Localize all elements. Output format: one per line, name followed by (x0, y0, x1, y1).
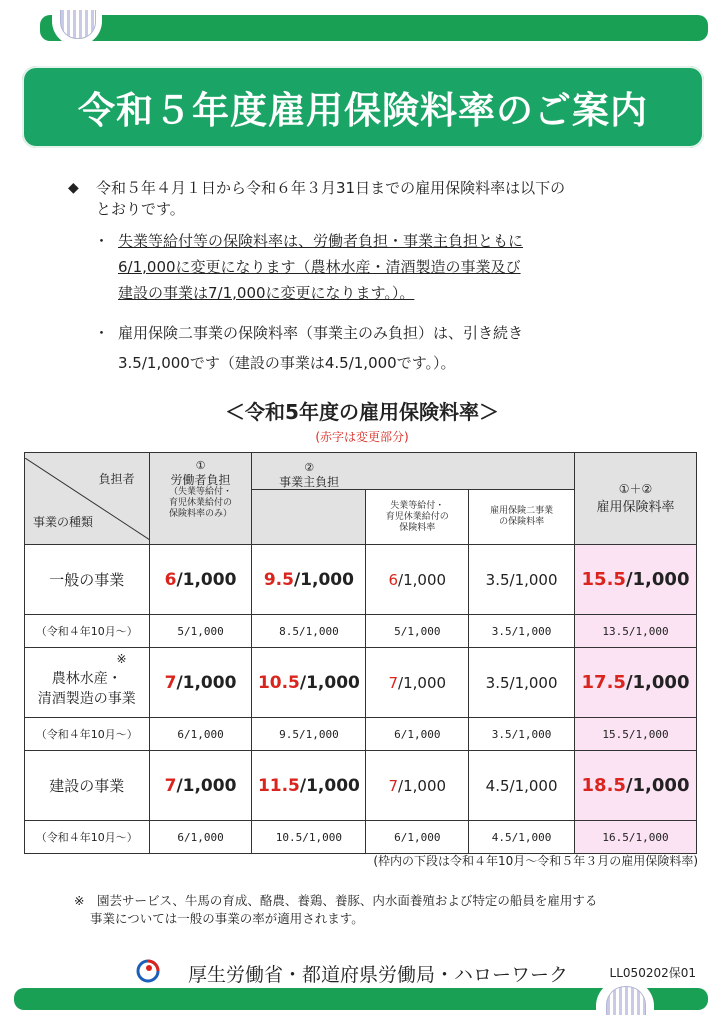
intro-paragraph (70, 178, 660, 220)
bullet-unemployment-rate (94, 228, 614, 306)
employer-rate-suffix: /1,000 (299, 775, 360, 796)
header-employer-blank (252, 490, 366, 545)
prev-unemp: 6/1,000 (366, 718, 469, 751)
header-corner-cell (25, 453, 150, 545)
table-row-construction-previous (25, 821, 697, 854)
bullet-dot-icon: ・ (94, 232, 110, 250)
total-rate-changed: 15.5 (581, 569, 626, 590)
unemp-rate-changed: 6 (388, 570, 399, 589)
two-projects-rate-cell (469, 751, 575, 821)
employer-rate-changed: 9.5 (263, 569, 294, 590)
worker-rate-changed: 6 (164, 569, 177, 590)
row-name-cell (25, 751, 150, 821)
total-rate-suffix: /1,000 (625, 672, 690, 693)
worker-rate-cell (149, 545, 252, 615)
header-worker-label: 労働者負担 (170, 473, 231, 487)
prev-unemp: 6/1,000 (366, 821, 469, 854)
top-green-bar (40, 15, 708, 41)
table-row-agriculture (25, 648, 697, 718)
prev-employer: 9.5/1,000 (252, 718, 366, 751)
total-rate-cell (575, 648, 697, 718)
row-name-agri-line-1: 農林水産・ (51, 670, 122, 687)
bullet-dot-icon: ・ (94, 324, 110, 342)
title-banner (22, 66, 704, 148)
footnote-line-1: ※ 園芸サービス、牛馬の育成、酪農、養鶏、養豚、内水面養殖および特定の船員を雇用する (74, 893, 598, 908)
intro-line-2: とおりです。 (96, 200, 185, 218)
unemployment-rate-cell (366, 751, 469, 821)
employer-rate-cell (252, 545, 366, 615)
bullet-2-line-2: 3.5/1,000です（建設の事業は4.5/1,000です。）。 (118, 354, 456, 372)
header-worker-note-3: 保険料率のみ） (169, 509, 233, 519)
header-corner-top: 負担者 (98, 471, 135, 486)
table-row-construction (25, 751, 697, 821)
header-twoproj-line-1: 雇用保険二事業 (490, 506, 554, 516)
total-rate-cell (575, 751, 697, 821)
header-employer-num: ② (304, 461, 315, 474)
total-rate-changed: 17.5 (581, 672, 626, 693)
prev-unemp: 5/1,000 (366, 615, 469, 648)
footnote (74, 892, 674, 928)
prev-twoproj: 3.5/1,000 (469, 718, 575, 751)
worker-rate-suffix: /1,000 (176, 775, 237, 796)
bottom-stripe-decoration (606, 986, 646, 1015)
prev-employer: 8.5/1,000 (252, 615, 366, 648)
unemployment-rate-cell (366, 545, 469, 615)
header-employer-cell (252, 453, 366, 490)
bullet-1-line-1: 失業等給付等の保険料率は、労働者負担・事業主負担ともに (118, 232, 524, 250)
unemp-rate-changed: 7 (388, 776, 399, 795)
footer-organization: 厚生労働省・都道府県労働局・ハローワーク (188, 964, 569, 986)
table-row-general-previous (25, 615, 697, 648)
employer-rate-cell (252, 648, 366, 718)
rates-table (24, 452, 697, 854)
employer-rate-changed: 11.5 (257, 775, 300, 796)
header-two-projects-cell (469, 490, 575, 545)
employer-rate-suffix: /1,000 (293, 569, 354, 590)
twoproj-rate: 4.5/1,000 (485, 776, 558, 795)
unemp-rate-changed: 7 (388, 673, 399, 692)
row-name-cell (25, 648, 150, 718)
prev-total: 13.5/1,000 (575, 615, 697, 648)
header-worker-note-2: 育児休業給付の (169, 498, 233, 508)
header-worker-note-1: （失業等給付・ (169, 487, 233, 497)
prev-label: （令和４年10月～） (25, 821, 150, 854)
prev-employer: 10.5/1,000 (252, 821, 366, 854)
header-unemp-line-2: 育児休業給付の (385, 511, 449, 522)
table-header-row (25, 453, 697, 490)
intro-line-1: 令和５年４月１日から令和６年３月31日までの雇用保険料率は以下の (96, 179, 566, 197)
diamond-bullet-icon: ◆ (68, 180, 79, 196)
header-employer-label: 事業主負担 (279, 475, 340, 489)
worker-rate-cell (149, 648, 252, 718)
unemp-rate-suffix: /1,000 (398, 673, 447, 692)
total-rate-changed: 18.5 (581, 775, 626, 796)
twoproj-rate: 3.5/1,000 (485, 673, 558, 692)
prev-label: （令和４年10月～） (25, 615, 150, 648)
row-name-cell (25, 545, 150, 615)
prev-label: （令和４年10月～） (25, 718, 150, 751)
twoproj-rate: 3.5/1,000 (485, 570, 558, 589)
employer-rate-suffix: /1,000 (299, 672, 360, 693)
unemp-rate-suffix: /1,000 (398, 776, 447, 795)
document-code: LL050202保01 (609, 966, 696, 980)
footnote-line-2: 事業については一般の事業の率が適用されます。 (90, 911, 364, 926)
header-unemp-line-1: 失業等給付・ (390, 500, 445, 511)
total-rate-suffix: /1,000 (625, 775, 690, 796)
table-row-agriculture-previous (25, 718, 697, 751)
header-worker-cell (149, 453, 252, 545)
prev-total: 15.5/1,000 (575, 718, 697, 751)
row-name-agri-line-2: 清酒製造の事業 (37, 690, 136, 707)
prev-worker: 5/1,000 (149, 615, 252, 648)
table-title: ＜令和5年度の雇用保険料率＞ (225, 400, 499, 424)
employer-rate-changed: 10.5 (257, 672, 300, 693)
worker-rate-changed: 7 (164, 672, 177, 693)
unemployment-rate-cell (366, 648, 469, 718)
prev-twoproj: 4.5/1,000 (469, 821, 575, 854)
header-twoproj-line-2: の保険料率 (499, 517, 545, 527)
prev-worker: 6/1,000 (149, 821, 252, 854)
unemp-rate-suffix: /1,000 (398, 570, 447, 589)
worker-rate-suffix: /1,000 (176, 569, 237, 590)
table-row-general (25, 545, 697, 615)
table-footnote: (枠内の下段は令和４年10月～令和５年３月の雇用保険料率) (373, 854, 698, 868)
worker-rate-suffix: /1,000 (176, 672, 237, 693)
bullet-1-line-2: 6/1,000に変更になります（農林水産・清酒製造の事業及び (118, 258, 521, 276)
row-name-general: 一般の事業 (49, 571, 125, 589)
mhlw-logo-icon (136, 958, 160, 984)
header-employer-spacer (366, 453, 575, 490)
row-name-construction: 建設の事業 (49, 777, 125, 795)
header-unemp-line-3: 保険料率 (399, 522, 436, 533)
prev-total: 16.5/1,000 (575, 821, 697, 854)
worker-rate-changed: 7 (164, 775, 177, 796)
row-mark: ※ (116, 652, 127, 666)
bullet-two-projects-rate (94, 318, 654, 378)
prev-twoproj: 3.5/1,000 (469, 615, 575, 648)
header-corner-bottom: 事業の種類 (33, 514, 94, 529)
bullet-1-line-3: 建設の事業は7/1,000に変更になります。）。 (118, 284, 415, 302)
page-title: 令和５年度雇用保険料率のご案内 (78, 89, 648, 132)
employer-rate-cell (252, 751, 366, 821)
header-total-cell (575, 453, 697, 545)
total-rate-suffix: /1,000 (625, 569, 690, 590)
header-total-label: 雇用保険料率 (596, 500, 675, 515)
header-total-num: ①＋② (618, 482, 653, 496)
header-worker-num: ① (195, 459, 206, 472)
header-unemployment-cell (366, 490, 469, 545)
two-projects-rate-cell (469, 648, 575, 718)
two-projects-rate-cell (469, 545, 575, 615)
bullet-2-line-1: 雇用保険二事業の保険料率（事業主のみ負担）は、引き続き (118, 324, 524, 342)
total-rate-cell (575, 545, 697, 615)
prev-worker: 6/1,000 (149, 718, 252, 751)
worker-rate-cell (149, 751, 252, 821)
table-red-note: (赤字は変更部分) (315, 430, 409, 444)
